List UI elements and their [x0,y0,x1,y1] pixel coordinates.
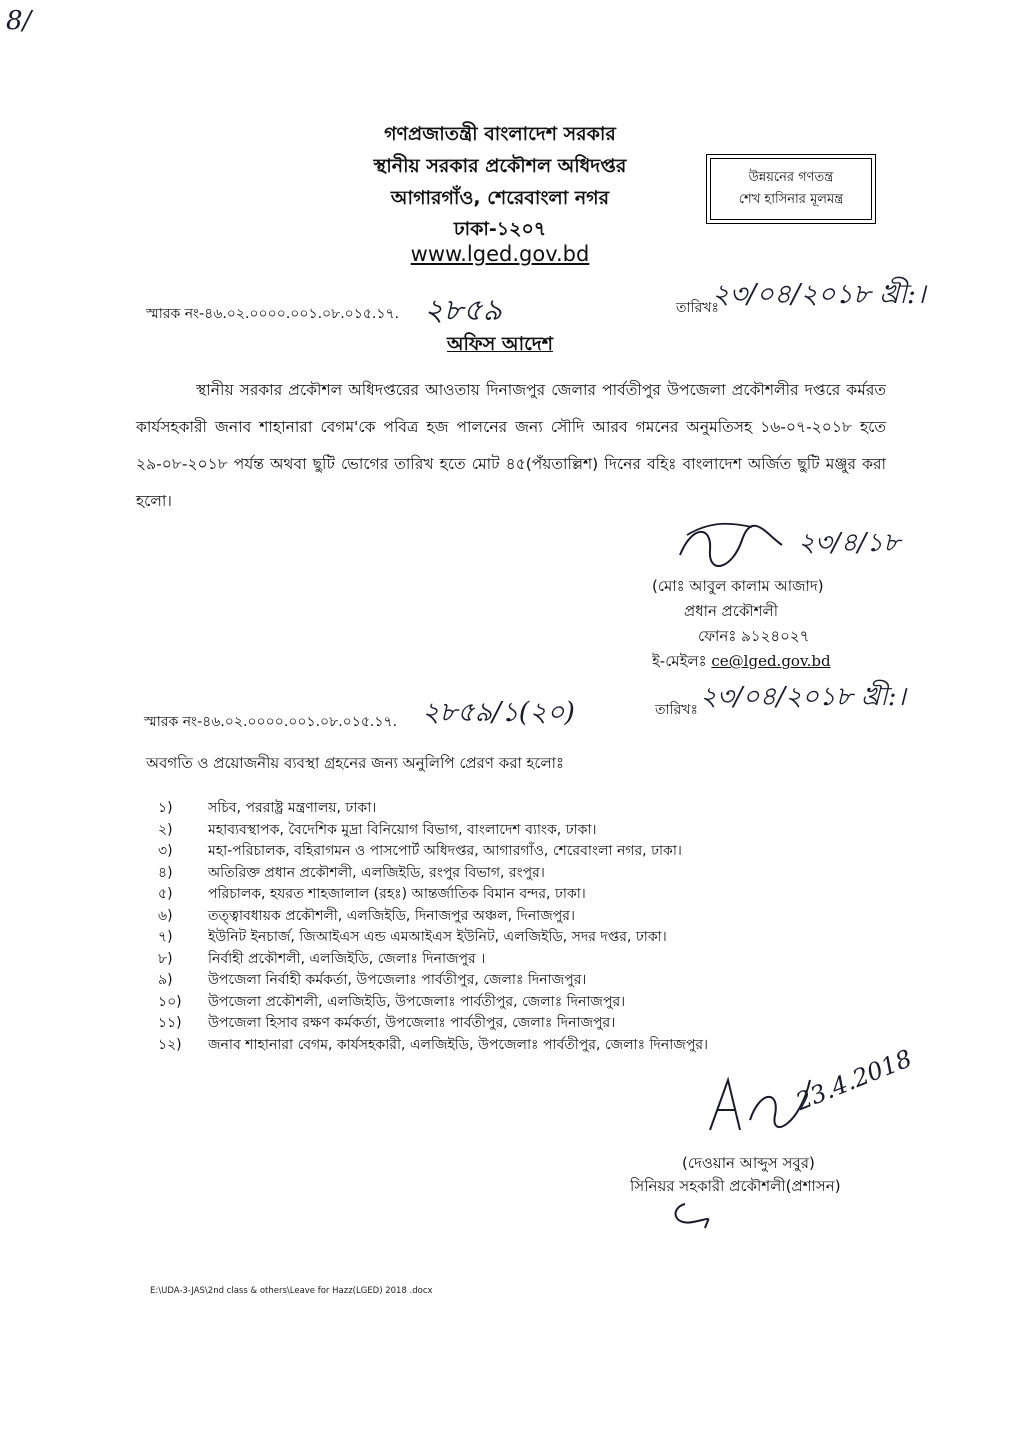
govt-title: গণপ্রজাতন্ত্রী বাংলাদেশ সরকার [384,123,616,145]
memo-number-label: স্মারক নং-৪৬.০২.০০০০.০০১.০৮.০১৫.১৭. [146,306,400,322]
recipient-list [158,798,778,1056]
list-item [158,970,778,992]
order-body: স্থানীয় সরকার প্রকৌশল অধিদপ্তরের আওতায় দিনাজপুর জেলার পার্বতীপুর উপজেলা প্রকৌশলীর দপ্তরে কর্মরত কার্যসহকারী জনাব শাহানারা বেগম'কে পবিত্র হজ পালনের জন্য সৌদি আরব গমনের অনুমতিসহ ১৬-০৭-২০১৮ হতে ২৯-০৮-২০১৮ পর্যন্ত অথবা ছুটি ভোগের তারিখ হতে মোট ৪৫(পঁয়তাল্লিশ) দিনের বহিঃ বাংলাদেশ অর্জিত ছুটি মঞ্জুর করা হলো। [136,381,886,510]
copy-intro: অবগতি ও প্রয়োজনীয় ব্যবস্থা গ্রহনের জন্য অনুলিপি প্রেরণ করা হলোঃ [146,754,564,772]
motto-box [706,154,876,224]
signatory-1-phone: ফোনঃ ৯১২৪০২৭ [698,627,810,645]
signatory-1-name: (মোঃ আবুল কালাম আজাদ) [652,577,824,595]
memo-date-label: তারিখঃ [676,300,719,316]
list-text: পরিচালক, হযরত শাহজালাল (রহঃ) আন্তর্জাতিক বিমান বন্দর, ঢাকা। [208,886,586,902]
list-number: ৮) [158,950,173,967]
list-item [158,927,778,949]
signatory-1-designation: প্রধান প্রকৌশলী [684,602,779,620]
signatory-2-designation: সিনিয়র সহকারী প্রকৌশলী(প্রশাসন) [630,1177,841,1195]
signature-scribble-icon [672,515,792,575]
list-text: মহাব্যবস্থাপক, বৈদেশিক মুদ্রা বিনিয়োগ বিভাগ, বাংলাদেশ ব্যাংক, ঢাকা। [208,821,597,838]
signatory-2-name: (দেওয়ান আব্দুস সবুর) [682,1154,815,1172]
list-number: ১২) [158,1036,182,1053]
website-link[interactable]: www.lged.gov.bd [410,242,590,266]
memo-date-handwritten: ২৩/০৪/২০১৮ খ্রী:। [712,279,926,310]
signature-chief-engineer [672,515,792,575]
list-item [158,949,778,971]
address-line: আগারগাঁও, শেরেবাংলা নগর [390,187,610,209]
list-text: জনাব শাহানারা বেগম, কার্যসহকারী, এলজিইডি, উপজেলাঃ পার্বতীপুর, জেলাঃ দিনাজপুর। [208,1036,709,1053]
list-item [158,863,778,885]
list-text: সচিব, পররাষ্ট্র মন্ত্রণালয়, ঢাকা। [208,800,377,816]
list-text: ইউনিট ইনচার্জ, জিআইএস এন্ড এমআইএস ইউনিট, এলজিইডি, সদর দপ্তর, ঢাকা। [208,929,667,945]
list-item [158,1013,778,1035]
list-number: ১১) [158,1015,182,1031]
list-text: তত্ত্বাবধায়ক প্রকৌশলী, এলজিইডি, দিনাজপুর অঞ্চল, দিনাজপুর। [208,907,575,924]
list-item [158,1035,778,1057]
motto-line-1: উন্নয়নের গণতন্ত্র [748,170,834,185]
signatory-1-email-row [652,650,831,675]
city-line: ঢাকা-১২০৭ [453,218,547,240]
initial-scribble-icon [665,1198,715,1232]
list-text: অতিরিক্ত প্রধান প্রকৌশলী, এলজিইডি, রংপুর বিভাগ, রংপুর। [208,864,545,881]
memo-number-handwritten: ২৮৫৯ [424,293,502,328]
margin-note: 8/ [6,6,32,36]
list-number: ৬) [158,907,173,924]
list-number: ১০) [158,993,182,1010]
list-text: উপজেলা হিসাব রক্ষণ কর্মকর্তা, উপজেলাঃ পার্বতীপুর, জেলাঃ দিনাজপুর। [208,1015,616,1031]
list-text: মহা-পরিচালক, বহিরাগমন ও পাসপোর্ট অধিদপ্তর, আগারগাঁও, শেরেবাংলা নগর, ঢাকা। [208,843,682,859]
list-item [158,906,778,928]
list-text: উপজেলা প্রকৌশলী, এলজিইডি, উপজেলাঃ পার্বতীপুর, জেলাঃ দিনাজপুর। [208,993,626,1010]
list-number: ৪) [158,864,173,881]
memo-2-number-handwritten: ২৮৫৯/১(২০) [422,697,575,728]
list-item [158,841,778,863]
email-link[interactable]: ce@lged.gov.bd [711,652,831,670]
list-text: নির্বাহী প্রকৌশলী, এলজিইডি, জেলাঃ দিনাজপুর । [208,950,486,967]
list-item [158,798,778,820]
list-number: ৩) [158,843,173,859]
initial-mark [665,1198,715,1232]
list-item [158,992,778,1014]
department-name: স্থানীয় সরকার প্রকৌশল অধিদপ্তর [373,155,627,177]
list-text: উপজেলা নির্বাহী কর্মকর্তা, উপজেলাঃ পার্বতীপুর, জেলাঃ দিনাজপুর। [208,972,587,988]
memo-2-number-label: স্মারক নং-৪৬.০২.০০০০.০০১.০৮.০১৫.১৭. [144,714,398,730]
signature-1-date: ২৩/৪/১৮ [798,528,900,558]
signature-2-date: 23.4.2018 [792,1044,916,1116]
list-number: ৫) [158,886,173,902]
list-item [158,820,778,842]
list-number: ৯) [158,972,173,988]
document-title: অফিস আদেশ [447,333,553,355]
memo-2-date-label: তারিখঃ [655,702,698,718]
list-number: ১) [158,800,173,816]
list-number: ৭) [158,929,173,945]
file-path-footer: E:\UDA-3-JAS\2nd class & others\Leave for Hazz(LGED) 2018 .docx [150,1286,433,1296]
memo-2-date-handwritten: ২৩/০৪/২০১৮ খ্রী:। [700,682,906,712]
list-number: ২) [158,821,173,838]
motto-line-2: শেখ হাসিনার মূলমন্ত্র [738,192,844,207]
list-item [158,884,778,906]
email-label: ই-মেইলঃ [652,652,707,670]
